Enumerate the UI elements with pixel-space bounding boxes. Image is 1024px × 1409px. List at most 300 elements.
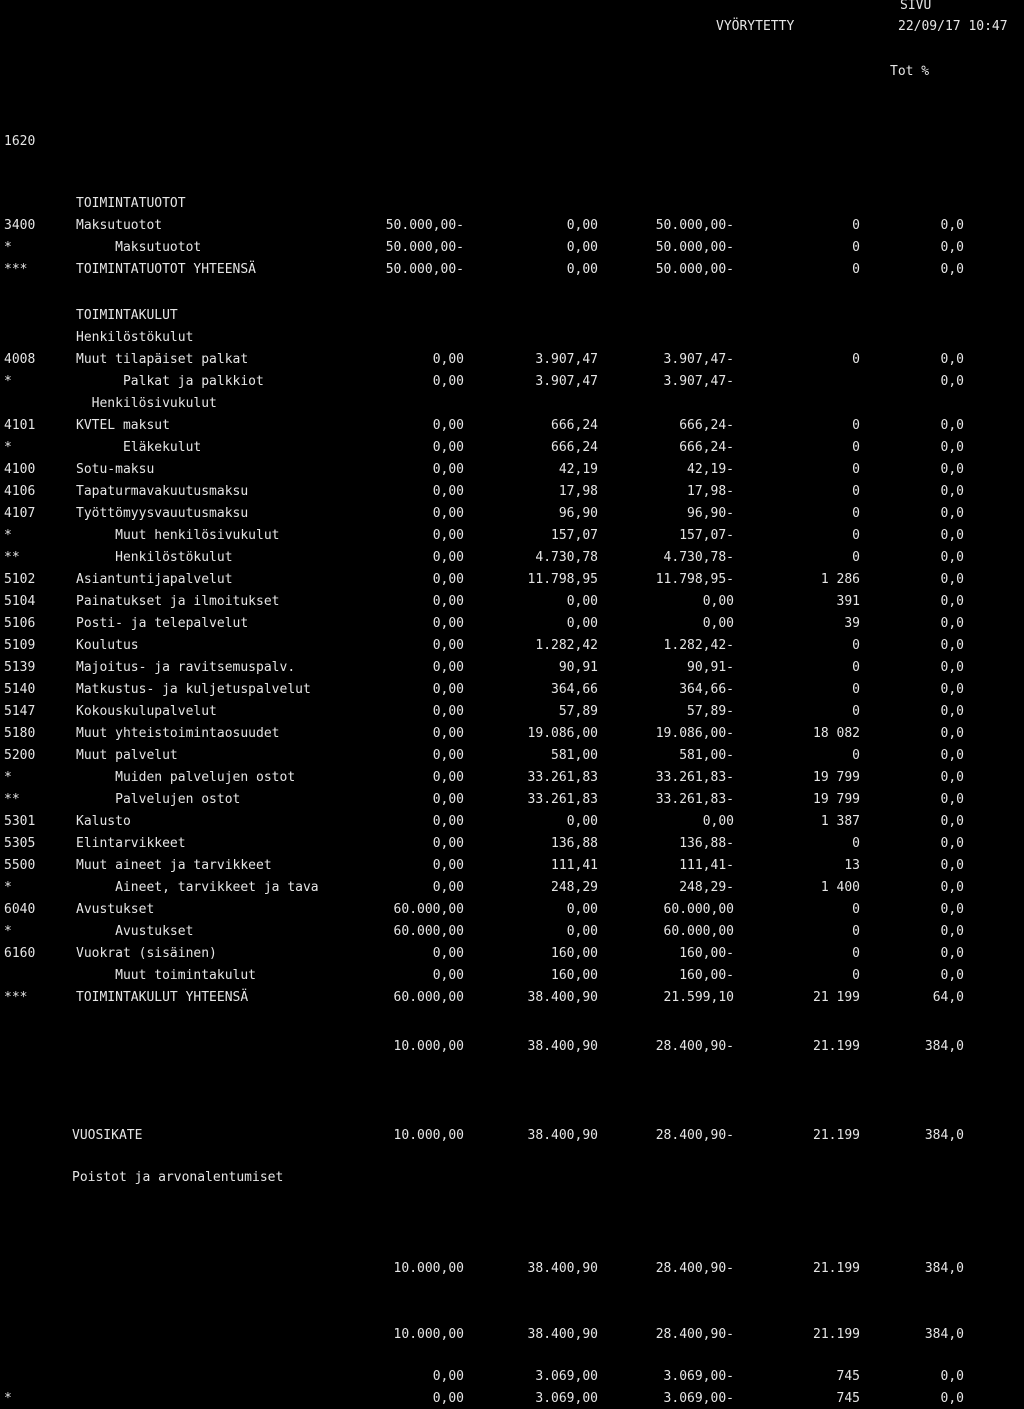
- summary-value: 3.069,00: [535, 1391, 598, 1406]
- actual-value: 111,41: [551, 858, 598, 873]
- table-row: [0, 726, 1024, 744]
- account-code: 4100: [4, 462, 36, 477]
- percent-value: 0,0: [940, 638, 964, 653]
- budget-value: 0,00: [432, 484, 464, 499]
- actual-value: 248,29: [551, 880, 598, 895]
- summary-value: 10.000,00: [393, 1128, 464, 1143]
- account-label: Kokouskulupalvelut: [76, 704, 217, 719]
- budget-value: 0,00: [432, 880, 464, 895]
- account-label: Henkilöstökulut: [76, 330, 194, 345]
- previous-value: 19 799: [813, 792, 860, 807]
- account-code: 5106: [4, 616, 36, 631]
- table-row: [0, 968, 1024, 986]
- account-code: 5104: [4, 594, 36, 609]
- budget-value: 0,00: [432, 726, 464, 741]
- actual-value: 90,91: [558, 660, 598, 675]
- percent-value: 0,0: [940, 814, 964, 829]
- account-label: Muut tilapäiset palkat: [76, 352, 249, 367]
- difference-value: 136,88-: [679, 836, 734, 851]
- percent-value: 64,0: [932, 990, 964, 1005]
- table-row: [0, 770, 1024, 788]
- previous-value: 0: [852, 638, 860, 653]
- summary-value: 3.069,00-: [663, 1369, 734, 1384]
- account-label: KVTEL maksut: [76, 418, 170, 433]
- difference-value: 50.000,00-: [655, 218, 734, 233]
- difference-value: 17,98-: [687, 484, 734, 499]
- previous-value: 0: [852, 682, 860, 697]
- actual-value: 0,00: [566, 616, 598, 631]
- account-label: Henkilösivukulut: [76, 396, 217, 411]
- actual-value: 33.261,83: [527, 770, 598, 785]
- summary-value: 38.400,90: [527, 1039, 598, 1054]
- actual-value: 17,98: [558, 484, 598, 499]
- percent-value: 0,0: [940, 218, 964, 233]
- actual-value: 364,66: [551, 682, 598, 697]
- table-row: [0, 836, 1024, 854]
- summary-row: [0, 1327, 1024, 1345]
- summary-label: Poistot ja arvonalentumiset: [72, 1170, 284, 1185]
- previous-value: 0: [852, 968, 860, 983]
- table-row: [0, 880, 1024, 898]
- previous-value: 18 082: [813, 726, 860, 741]
- actual-value: 1.282,42: [535, 638, 598, 653]
- account-label: Matkustus- ja kuljetuspalvelut: [76, 682, 311, 697]
- account-label: Koulutus: [76, 638, 139, 653]
- account-label: Muut henkilösivukulut: [76, 528, 280, 543]
- difference-value: 160,00-: [679, 946, 734, 961]
- budget-value: 0,00: [432, 858, 464, 873]
- percent-value: 0,0: [940, 616, 964, 631]
- budget-value: 0,00: [432, 946, 464, 961]
- difference-value: 0,00: [702, 616, 734, 631]
- summary-row: [0, 1369, 1024, 1387]
- actual-value: 136,88: [551, 836, 598, 851]
- previous-value: 1 387: [820, 814, 860, 829]
- account-label: TOIMINTATUOTOT: [76, 196, 186, 211]
- actual-value: 160,00: [551, 946, 598, 961]
- previous-value: 0: [852, 218, 860, 233]
- account-label: Muut aineet ja tarvikkeet: [76, 858, 272, 873]
- budget-value: 0,00: [432, 594, 464, 609]
- difference-value: 21.599,10: [663, 990, 734, 1005]
- summary-value: 384,0: [924, 1261, 964, 1276]
- budget-value: 0,00: [432, 616, 464, 631]
- previous-value: 0: [852, 352, 860, 367]
- table-row: [0, 748, 1024, 766]
- summary-row: [0, 1128, 1024, 1146]
- table-row: [0, 196, 1024, 214]
- account-label: Muut palvelut: [76, 748, 178, 763]
- difference-value: 111,41-: [679, 858, 734, 873]
- actual-value: 666,24: [551, 418, 598, 433]
- account-code: 5301: [4, 814, 36, 829]
- budget-value: 0,00: [432, 440, 464, 455]
- budget-value: 50.000,00-: [385, 262, 464, 277]
- table-row: [0, 374, 1024, 392]
- account-label: Eläkekulut: [76, 440, 202, 455]
- account-label: Muut yhteistoimintaosuudet: [76, 726, 280, 741]
- summary-value: 28.400,90-: [655, 1039, 734, 1054]
- previous-value: 0: [852, 902, 860, 917]
- table-row: [0, 262, 1024, 280]
- actual-value: 0,00: [566, 924, 598, 939]
- summary-value: 21.199: [813, 1128, 860, 1143]
- budget-value: 0,00: [432, 836, 464, 851]
- summary-label: *: [4, 1391, 12, 1406]
- difference-value: 581,00-: [679, 748, 734, 763]
- budget-value: 0,00: [432, 550, 464, 565]
- difference-value: 666,24-: [679, 418, 734, 433]
- budget-value: 50.000,00-: [385, 218, 464, 233]
- difference-value: 57,89-: [687, 704, 734, 719]
- difference-value: 157,07-: [679, 528, 734, 543]
- account-code: *: [4, 240, 12, 255]
- actual-value: 0,00: [566, 240, 598, 255]
- summary-value: 745: [836, 1369, 860, 1384]
- summary-row: [0, 1170, 1024, 1188]
- summary-value: 0,0: [940, 1369, 964, 1384]
- table-row: [0, 308, 1024, 326]
- account-code: 5180: [4, 726, 36, 741]
- previous-value: 21 199: [813, 990, 860, 1005]
- account-code: 4107: [4, 506, 36, 521]
- summary-value: 0,00: [432, 1391, 464, 1406]
- account-label: Palkat ja palkkiot: [76, 374, 264, 389]
- summary-value: 21.199: [813, 1261, 860, 1276]
- summary-value: 38.400,90: [527, 1261, 598, 1276]
- budget-value: 0,00: [432, 814, 464, 829]
- account-code: ***: [4, 262, 28, 277]
- actual-value: 42,19: [558, 462, 598, 477]
- previous-value: 0: [852, 946, 860, 961]
- account-code: *: [4, 924, 12, 939]
- budget-value: 0,00: [432, 462, 464, 477]
- budget-value: 60.000,00: [393, 902, 464, 917]
- account-code: 5109: [4, 638, 36, 653]
- summary-value: 38.400,90: [527, 1327, 598, 1342]
- budget-value: 0,00: [432, 770, 464, 785]
- previous-value: 0: [852, 836, 860, 851]
- budget-value: 0,00: [432, 704, 464, 719]
- previous-value: 1 286: [820, 572, 860, 587]
- summary-value: 384,0: [924, 1039, 964, 1054]
- actual-value: 57,89: [558, 704, 598, 719]
- cost-center-code: 1620: [4, 134, 36, 149]
- summary-value: 10.000,00: [393, 1039, 464, 1054]
- budget-value: 60.000,00: [393, 990, 464, 1005]
- account-code: 6040: [4, 902, 36, 917]
- percent-value: 0,0: [940, 924, 964, 939]
- difference-value: 33.261,83-: [655, 770, 734, 785]
- percent-value: 0,0: [940, 594, 964, 609]
- account-label: Asiantuntijapalvelut: [76, 572, 233, 587]
- percent-value: 0,0: [940, 792, 964, 807]
- percent-value: 0,0: [940, 240, 964, 255]
- account-code: 3400: [4, 218, 36, 233]
- summary-value: 28.400,90-: [655, 1327, 734, 1342]
- account-code: ***: [4, 990, 28, 1005]
- previous-value: 391: [836, 594, 860, 609]
- percent-value: 0,0: [940, 484, 964, 499]
- table-row: [0, 902, 1024, 920]
- summary-value: 3.069,00-: [663, 1391, 734, 1406]
- percent-value: 0,0: [940, 946, 964, 961]
- budget-value: 0,00: [432, 792, 464, 807]
- actual-value: 160,00: [551, 968, 598, 983]
- table-row: [0, 484, 1024, 502]
- table-row: [0, 792, 1024, 810]
- table-row: [0, 550, 1024, 568]
- account-code: 4008: [4, 352, 36, 367]
- budget-value: 0,00: [432, 528, 464, 543]
- summary-value: 21.199: [813, 1039, 860, 1054]
- account-code: 5140: [4, 682, 36, 697]
- difference-value: 4.730,78-: [663, 550, 734, 565]
- account-code: *: [4, 374, 12, 389]
- percent-value: 0,0: [940, 968, 964, 983]
- difference-value: 666,24-: [679, 440, 734, 455]
- table-row: [0, 924, 1024, 942]
- budget-value: 0,00: [432, 638, 464, 653]
- account-code: *: [4, 440, 12, 455]
- table-row: [0, 506, 1024, 524]
- table-row: [0, 990, 1024, 1008]
- table-row: [0, 572, 1024, 590]
- difference-value: 11.798,95-: [655, 572, 734, 587]
- summary-value: 28.400,90-: [655, 1128, 734, 1143]
- table-row: [0, 528, 1024, 546]
- table-row: [0, 330, 1024, 348]
- summary-row: [0, 1261, 1024, 1279]
- account-label: Tapaturmavakuutusmaksu: [76, 484, 249, 499]
- percent-value: 0,0: [940, 374, 964, 389]
- difference-value: 364,66-: [679, 682, 734, 697]
- previous-value: 39: [844, 616, 860, 631]
- percent-value: 0,0: [940, 440, 964, 455]
- account-label: Elintarvikkeet: [76, 836, 186, 851]
- actual-value: 0,00: [566, 902, 598, 917]
- difference-value: 50.000,00-: [655, 240, 734, 255]
- percent-value: 0,0: [940, 572, 964, 587]
- budget-value: 0,00: [432, 506, 464, 521]
- budget-value: 50.000,00-: [385, 240, 464, 255]
- difference-value: 160,00-: [679, 968, 734, 983]
- actual-value: 33.261,83: [527, 792, 598, 807]
- percent-value: 0,0: [940, 880, 964, 895]
- table-row: [0, 352, 1024, 370]
- percent-value: 0,0: [940, 418, 964, 433]
- account-label: Maksutuotot: [76, 218, 163, 233]
- summary-value: 28.400,90-: [655, 1261, 734, 1276]
- summary-value: 38.400,90: [527, 1128, 598, 1143]
- budget-value: 0,00: [432, 352, 464, 367]
- account-label: Kalusto: [76, 814, 131, 829]
- table-row: [0, 418, 1024, 436]
- previous-value: 0: [852, 660, 860, 675]
- account-code: *: [4, 770, 12, 785]
- total-percent-header: Tot %: [890, 64, 930, 79]
- previous-value: 0: [852, 262, 860, 277]
- account-code: *: [4, 528, 12, 543]
- table-row: [0, 814, 1024, 832]
- account-label: TOIMINTAKULUT YHTEENSÄ: [76, 990, 249, 1005]
- account-code: 5500: [4, 858, 36, 873]
- percent-value: 0,0: [940, 748, 964, 763]
- summary-value: 0,0: [940, 1391, 964, 1406]
- percent-value: 0,0: [940, 262, 964, 277]
- table-row: [0, 594, 1024, 612]
- account-code: **: [4, 550, 20, 565]
- percent-value: 0,0: [940, 550, 964, 565]
- account-label: Sotu-maksu: [76, 462, 155, 477]
- previous-value: 0: [852, 484, 860, 499]
- percent-value: 0,0: [940, 858, 964, 873]
- difference-value: 3.907,47-: [663, 352, 734, 367]
- account-code: 4106: [4, 484, 36, 499]
- percent-value: 0,0: [940, 836, 964, 851]
- actual-value: 3.907,47: [535, 374, 598, 389]
- account-code: 5139: [4, 660, 36, 675]
- account-label: Posti- ja telepalvelut: [76, 616, 249, 631]
- previous-value: 0: [852, 704, 860, 719]
- difference-value: 3.907,47-: [663, 374, 734, 389]
- difference-value: 1.282,42-: [663, 638, 734, 653]
- budget-value: 0,00: [432, 572, 464, 587]
- previous-value: 0: [852, 506, 860, 521]
- account-label: Majoitus- ja ravitsemuspalv.: [76, 660, 296, 675]
- budget-value: 0,00: [432, 418, 464, 433]
- difference-value: 96,90-: [687, 506, 734, 521]
- account-label: Työttömyysvauutusmaksu: [76, 506, 249, 521]
- previous-value: 0: [852, 550, 860, 565]
- actual-value: 4.730,78: [535, 550, 598, 565]
- difference-value: 0,00: [702, 594, 734, 609]
- table-row: [0, 218, 1024, 236]
- account-label: Painatukset ja ilmoitukset: [76, 594, 280, 609]
- table-row: [0, 660, 1024, 678]
- actual-value: 0,00: [566, 218, 598, 233]
- summary-value: 10.000,00: [393, 1261, 464, 1276]
- account-label: Palvelujen ostot: [76, 792, 241, 807]
- account-label: Aineet, tarvikkeet ja tava: [76, 880, 319, 895]
- percent-value: 0,0: [940, 902, 964, 917]
- budget-value: 0,00: [432, 682, 464, 697]
- table-row: [0, 462, 1024, 480]
- account-code: 5102: [4, 572, 36, 587]
- account-label: TOIMINTAKULUT: [76, 308, 178, 323]
- percent-value: 0,0: [940, 506, 964, 521]
- percent-value: 0,0: [940, 352, 964, 367]
- percent-value: 0,0: [940, 462, 964, 477]
- previous-value: 0: [852, 924, 860, 939]
- previous-value: 0: [852, 440, 860, 455]
- report-status: VYÖRYTETTY: [716, 19, 795, 34]
- account-code: 6160: [4, 946, 36, 961]
- table-row: [0, 396, 1024, 414]
- previous-value: 0: [852, 748, 860, 763]
- previous-value: 0: [852, 418, 860, 433]
- difference-value: 19.086,00-: [655, 726, 734, 741]
- summary-value: 3.069,00: [535, 1369, 598, 1384]
- difference-value: 42,19-: [687, 462, 734, 477]
- account-code: *: [4, 880, 12, 895]
- difference-value: 60.000,00: [663, 924, 734, 939]
- actual-value: 0,00: [566, 594, 598, 609]
- account-code: 5305: [4, 836, 36, 851]
- account-code: **: [4, 792, 20, 807]
- percent-value: 0,0: [940, 682, 964, 697]
- percent-value: 0,0: [940, 704, 964, 719]
- percent-value: 0,0: [940, 726, 964, 741]
- account-label: Maksutuotot: [76, 240, 202, 255]
- budget-value: 60.000,00: [393, 924, 464, 939]
- difference-value: 33.261,83-: [655, 792, 734, 807]
- actual-value: 19.086,00: [527, 726, 598, 741]
- actual-value: 38.400,90: [527, 990, 598, 1005]
- account-label: Avustukset: [76, 924, 194, 939]
- previous-value: 0: [852, 528, 860, 543]
- summary-row: [0, 1391, 1024, 1409]
- table-row: [0, 858, 1024, 876]
- table-row: [0, 440, 1024, 458]
- percent-value: 0,0: [940, 528, 964, 543]
- summary-row: [0, 1039, 1024, 1057]
- summary-label: VUOSIKATE: [72, 1128, 143, 1143]
- table-row: [0, 682, 1024, 700]
- previous-value: 13: [844, 858, 860, 873]
- account-label: Muut toimintakulut: [76, 968, 257, 983]
- budget-value: 0,00: [432, 660, 464, 675]
- account-label: Henkilöstökulut: [76, 550, 233, 565]
- account-label: Muiden palvelujen ostot: [76, 770, 296, 785]
- table-row: [0, 286, 1024, 304]
- table-row: [0, 638, 1024, 656]
- page-label: SIVU: [900, 0, 932, 13]
- account-label: Avustukset: [76, 902, 155, 917]
- summary-value: 21.199: [813, 1327, 860, 1342]
- percent-value: 0,0: [940, 660, 964, 675]
- summary-value: 745: [836, 1391, 860, 1406]
- summary-value: 384,0: [924, 1128, 964, 1143]
- account-label: Vuokrat (sisäinen): [76, 946, 217, 961]
- difference-value: 248,29-: [679, 880, 734, 895]
- table-row: [0, 704, 1024, 722]
- previous-value: 1 400: [820, 880, 860, 895]
- table-row: [0, 616, 1024, 634]
- difference-value: 0,00: [702, 814, 734, 829]
- actual-value: 3.907,47: [535, 352, 598, 367]
- actual-value: 0,00: [566, 262, 598, 277]
- budget-value: 0,00: [432, 748, 464, 763]
- account-label: TOIMINTATUOTOT YHTEENSÄ: [76, 262, 257, 277]
- difference-value: 60.000,00: [663, 902, 734, 917]
- actual-value: 666,24: [551, 440, 598, 455]
- actual-value: 581,00: [551, 748, 598, 763]
- actual-value: 0,00: [566, 814, 598, 829]
- actual-value: 11.798,95: [527, 572, 598, 587]
- previous-value: 19 799: [813, 770, 860, 785]
- table-row: [0, 946, 1024, 964]
- budget-value: 0,00: [432, 968, 464, 983]
- table-row: [0, 240, 1024, 258]
- account-code: 5147: [4, 704, 36, 719]
- actual-value: 96,90: [558, 506, 598, 521]
- actual-value: 157,07: [551, 528, 598, 543]
- difference-value: 90,91-: [687, 660, 734, 675]
- previous-value: 0: [852, 462, 860, 477]
- difference-value: 50.000,00-: [655, 262, 734, 277]
- account-code: 4101: [4, 418, 36, 433]
